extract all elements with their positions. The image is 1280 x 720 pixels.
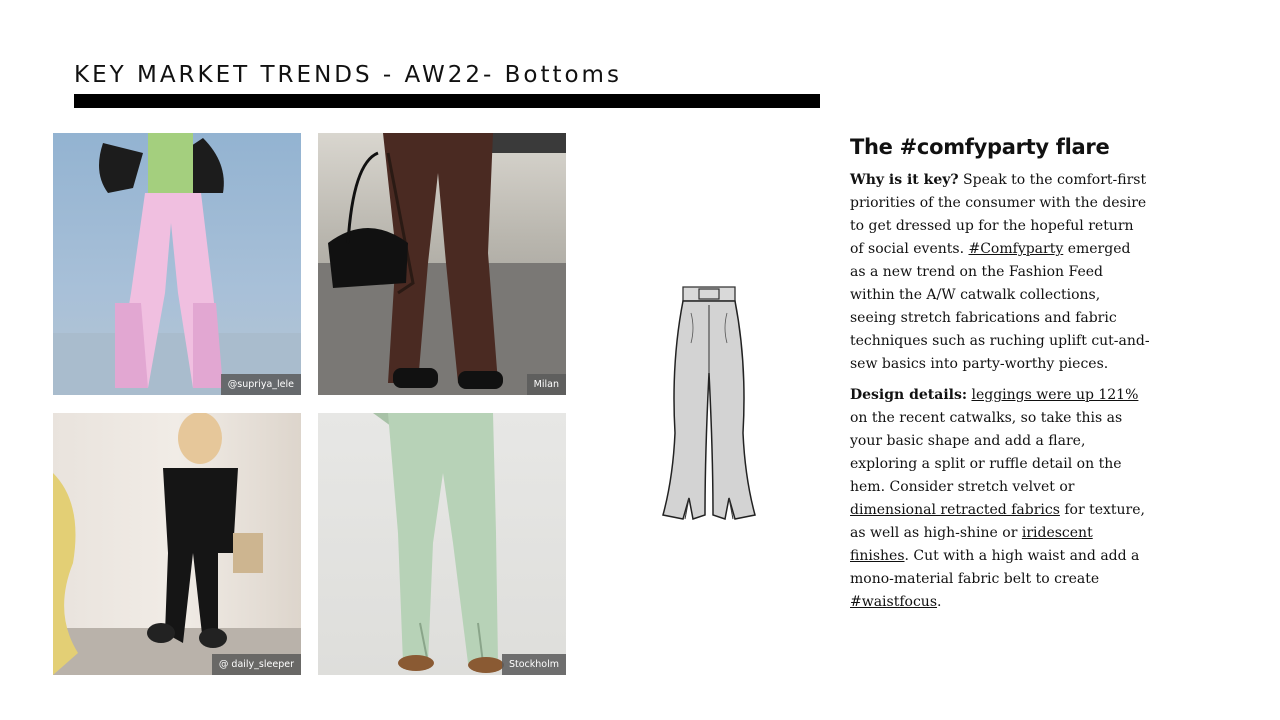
trend-description: [850, 133, 1150, 622]
mint-pants-illustration: [318, 413, 566, 675]
leggings-link[interactable]: leggings were up 121%: [971, 387, 1139, 403]
photo-credit: Milan: [527, 374, 566, 395]
title-underline-bar: [74, 94, 820, 108]
retracted-fabrics-link[interactable]: dimensional retracted fabrics: [850, 502, 1060, 518]
velvet-pants-illustration: [318, 133, 566, 395]
design-text-5: .: [937, 594, 942, 610]
trend-heading: The #comfyparty flare: [850, 135, 1110, 159]
comfyparty-link[interactable]: #Comfyparty: [968, 241, 1064, 257]
why-text-1: Speak to the comfort-first priorities of the consumer with the desire to get dressed up for the hopeful return of social events.: [850, 172, 1147, 257]
pink-pants-illustration: [53, 133, 301, 395]
design-paragraph: [850, 384, 1150, 614]
photo-velvet-flare-pants: [318, 133, 566, 395]
design-text-4: . Cut with a high waist and add a mono-material fabric belt to create: [850, 548, 1140, 587]
photo-black-flare-leggings: [53, 413, 301, 675]
iridescent-finishes-link[interactable]: iridescent finishes: [850, 525, 1093, 564]
why-text-2: emerged as a new trend on the Fashion Feed within the A/W catwalk collections, seeing stretch fabrications and fabric techniques such as ruching uplift cut-and-sew basics into party-worthy pieces.: [850, 241, 1150, 372]
slide-title: KEY MARKET TRENDS - AW22- Bottoms: [74, 62, 622, 88]
photo-credit: @ daily_sleeper: [212, 654, 301, 675]
waistfocus-link[interactable]: #waistfocus: [850, 594, 938, 610]
black-outfit-illustration: [53, 413, 301, 675]
photo-credit: Stockholm: [502, 654, 566, 675]
why-paragraph: [850, 169, 1150, 376]
photo-mint-split-hem-pants: [318, 413, 566, 675]
flare-trousers-technical-sketch: [655, 283, 763, 525]
why-label: Why is it key?: [850, 172, 959, 188]
photo-pink-flare-pants: [53, 133, 301, 395]
photo-credit: @supriya_lele: [221, 374, 301, 395]
design-text-2: on the recent catwalks, so take this as your basic shape and add a flare, exploring a split or ruffle detail on the hem. Consider stretch velvet or: [850, 410, 1123, 495]
design-text-3: for texture, as well as high-shine or: [850, 502, 1145, 541]
design-label: Design details:: [850, 387, 968, 403]
